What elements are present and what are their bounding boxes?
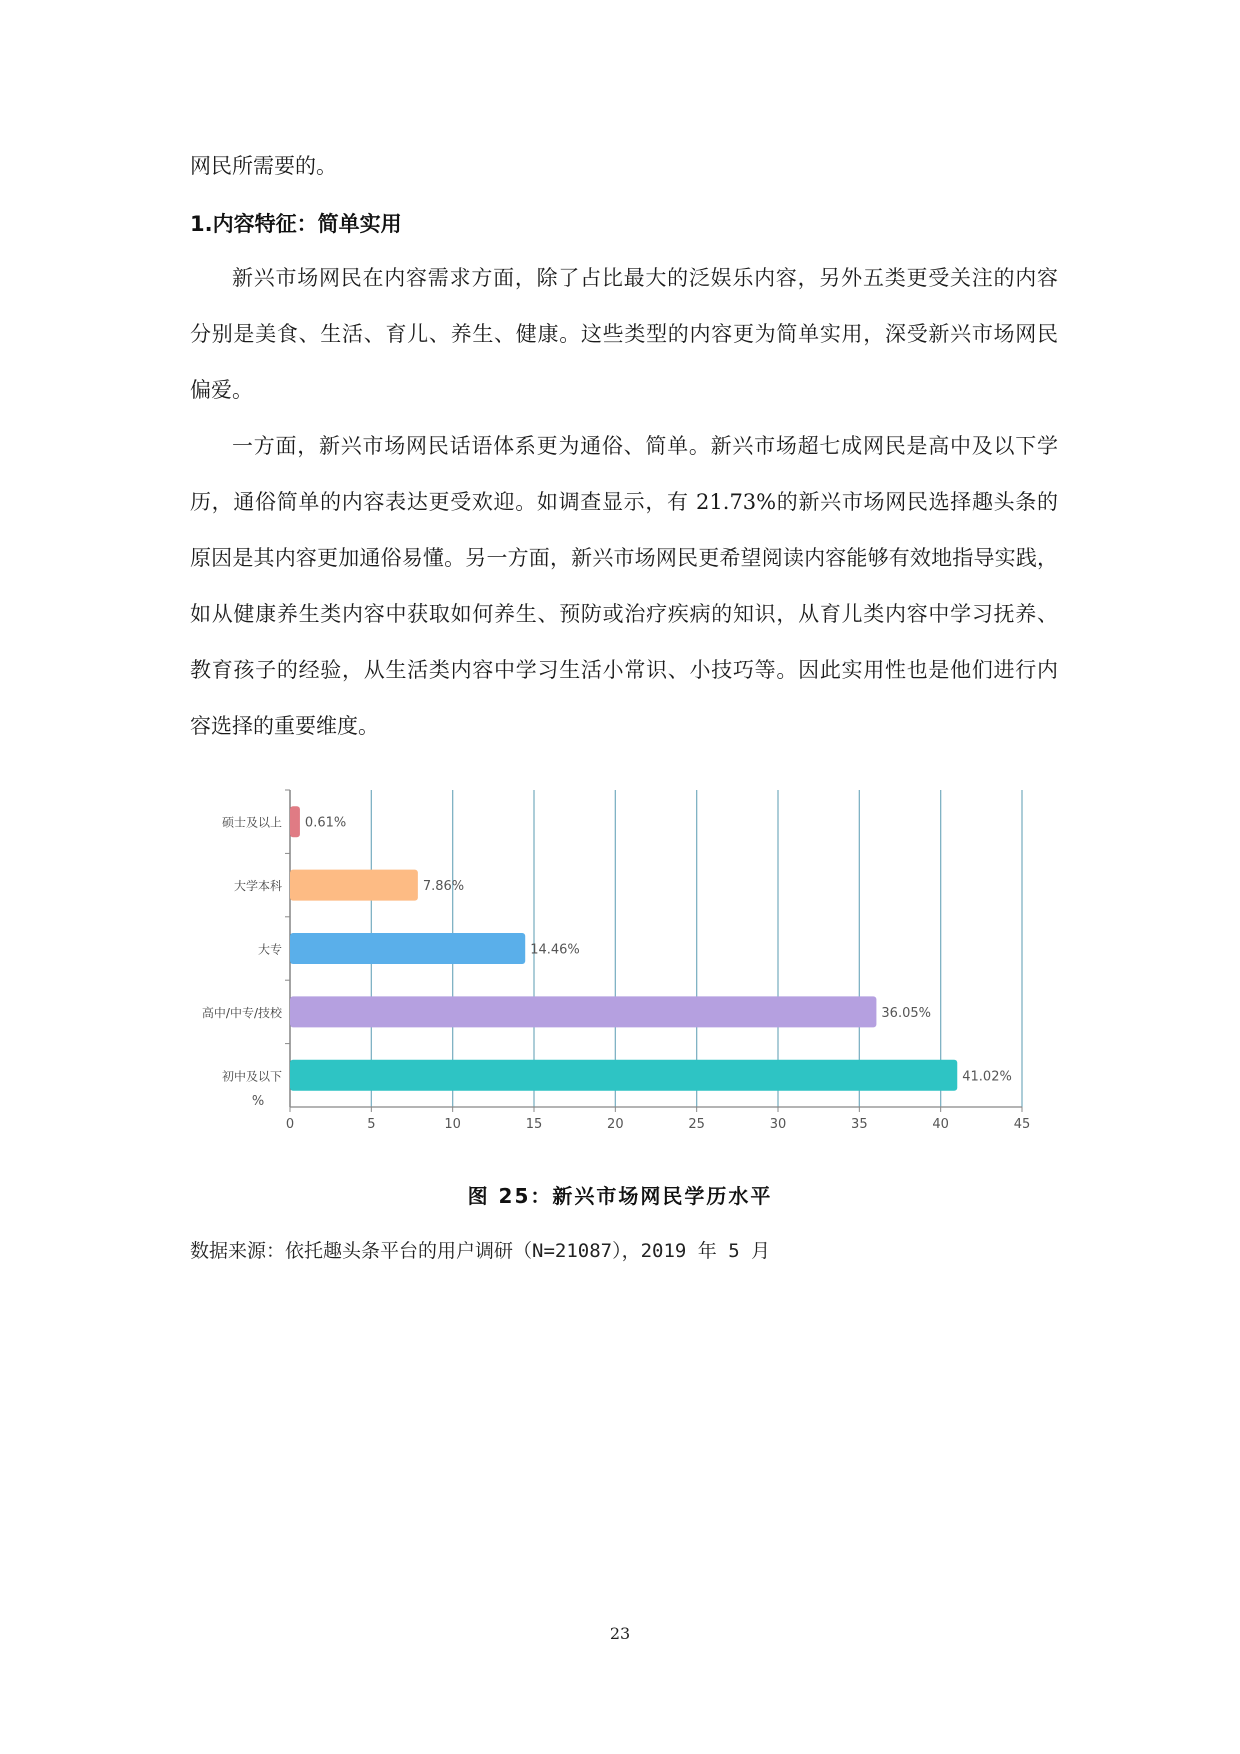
bar bbox=[290, 806, 300, 837]
paragraph-2-line: 教育孩子的经验，从生活类内容中学习生活小常识、小技巧等。因此实用性也是他们进行内 bbox=[190, 658, 1058, 682]
x-tick-label: 30 bbox=[769, 1117, 787, 1132]
page-number: 23 bbox=[609, 1624, 631, 1643]
x-tick-label: 40 bbox=[932, 1117, 949, 1132]
x-tick-label: 5 bbox=[367, 1117, 376, 1132]
bar-data-label: 0.61% bbox=[304, 815, 347, 831]
intro-line: 网民所需要的。 bbox=[190, 154, 337, 178]
paragraph-1-line: 新兴市场网民在内容需求方面，除了占比最大的泛娱乐内容，另外五类更受关注的内容 bbox=[232, 266, 1058, 290]
bar-data-label: 14.46% bbox=[530, 942, 580, 958]
bar bbox=[290, 870, 418, 901]
bar-data-label: 36.05% bbox=[881, 1005, 931, 1021]
paragraph-2-line: 一方面，新兴市场网民话语体系更为通俗、简单。新兴市场超七成网民是高中及以下学 bbox=[232, 434, 1058, 458]
education-bar-chart bbox=[180, 780, 1060, 1150]
x-tick-label: 0 bbox=[285, 1117, 295, 1132]
x-tick-label: 10 bbox=[444, 1117, 461, 1132]
x-tick-label: 45 bbox=[1013, 1117, 1031, 1132]
paragraph-1-line: 分别是美食、生活、育儿、养生、健康。这些类型的内容更为简单实用，深受新兴市场网民 bbox=[190, 322, 1058, 346]
bar bbox=[290, 933, 525, 964]
bar-data-label: 7.86% bbox=[422, 879, 465, 895]
bar bbox=[290, 1060, 957, 1091]
bar bbox=[290, 996, 876, 1027]
x-tick-label: 15 bbox=[525, 1117, 543, 1132]
paragraph-2-line: 容选择的重要维度。 bbox=[190, 714, 379, 738]
paragraph-2-line: 历，通俗简单的内容表达更受欢迎。如调查显示，有 21.73%的新兴市场网民选择趣头条的 bbox=[190, 490, 1058, 514]
paragraph-2-line: 如从健康养生类内容中获取如何养生、预防或治疗疾病的知识，从育儿类内容中学习抚养、 bbox=[190, 602, 1058, 626]
y-category-label: 硕士及以上 bbox=[221, 815, 282, 830]
y-category-label: 大专 bbox=[257, 942, 282, 957]
figure-caption: 图 25：新兴市场网民学历水平 bbox=[467, 1184, 773, 1208]
y-category-label: 初中及以下 bbox=[221, 1069, 282, 1084]
section-heading: 1.内容特征：简单实用 bbox=[190, 212, 402, 236]
x-tick-label: 35 bbox=[851, 1117, 868, 1132]
axis-unit-label: % bbox=[251, 1094, 265, 1109]
paragraph-1-line: 偏爱。 bbox=[190, 378, 253, 402]
data-source: 数据来源：依托趣头条平台的用户调研（N=21087），2019 年 5 月 bbox=[190, 1240, 771, 1262]
bar-data-label: 41.02% bbox=[962, 1069, 1012, 1085]
y-category-label: 大学本科 bbox=[233, 879, 282, 894]
x-tick-label: 25 bbox=[688, 1117, 705, 1132]
y-category-label: 高中/中专/技校 bbox=[201, 1005, 282, 1020]
paragraph-2-line: 原因是其内容更加通俗易懂。另一方面，新兴市场网民更希望阅读内容能够有效地指导实践， bbox=[190, 546, 1058, 570]
x-tick-label: 20 bbox=[607, 1117, 624, 1132]
